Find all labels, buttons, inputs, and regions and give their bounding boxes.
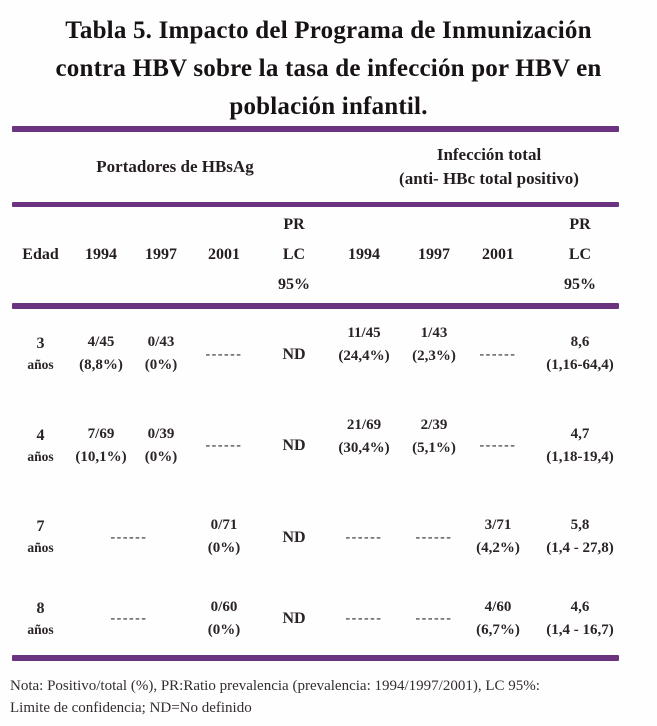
cell-infeccion-1997: ------ (415, 529, 453, 545)
cell-portadores-2001: ------ (205, 438, 243, 453)
cell-pr-right: 8,6 (1,16-64,4) (546, 334, 614, 373)
col-header-2001-left: 2001 (208, 246, 240, 263)
cell-portadores-1997: 0/39 (0%) (144, 425, 178, 465)
pr-right-line3: 95% (564, 276, 596, 293)
cell-portadores-1994-1997: ------ (110, 611, 148, 626)
rule-bottom (12, 655, 619, 661)
age-word: años (27, 357, 54, 372)
col-header-pr-left (259, 210, 329, 300)
table-title-line2: contra HBV sobre la tasa de infección por HBV en (55, 55, 602, 82)
table-row-4-anos (12, 399, 619, 492)
footnote-line2: Limite de confidencia; ND=No definido (10, 700, 252, 716)
age-number: 7 (36, 518, 45, 535)
cell-pr-right: 5,8 (1,4 - 27,8) (546, 517, 614, 556)
cell-infeccion-1997: 2/39 (5,1%) (412, 416, 456, 456)
cell-pr-left: ND (282, 345, 306, 363)
pr-left-line3: 95% (278, 276, 310, 293)
age-cell (12, 425, 69, 467)
cell-pr-right: 4,6 (1,4 - 16,7) (546, 598, 614, 638)
cell-portadores-1997: 0/43 (0%) (144, 334, 178, 373)
footnote-line1: Nota: Positivo/total (%), PR:Ratio prevalencia (prevalencia: 1994/1997/2001), LC 95%: (10, 678, 540, 694)
age-number: 8 (36, 599, 45, 617)
group-header-portadores: Portadores de HBsAg (96, 157, 254, 176)
age-word: años (27, 448, 54, 464)
group-header-infeccion-line1: Infección total (436, 145, 542, 164)
pr-right-line2: LC (568, 246, 592, 263)
cell-infeccion-1994: ------ (345, 529, 383, 545)
col-header-edad: Edad (22, 246, 59, 263)
age-word: años (27, 621, 54, 637)
age-cell (12, 516, 69, 558)
column-header-row (12, 207, 619, 303)
group-header-row (12, 132, 619, 202)
cell-portadores-1994-1997: ------ (110, 529, 148, 545)
cell-infeccion-2001: ------ (479, 438, 517, 453)
cell-portadores-2001: 0/71 (0%) (207, 517, 241, 556)
cell-infeccion-2001: 4/60 (6,7%) (476, 598, 520, 638)
cell-portadores-2001: ------ (205, 346, 243, 362)
table-title (18, 12, 639, 126)
pr-left-line2: LC (282, 246, 306, 263)
table-title-line3: población infantil. (229, 93, 428, 120)
table-footnote (10, 675, 643, 719)
cell-infeccion-1997: ------ (415, 611, 453, 626)
group-header-infeccion-total (329, 143, 619, 191)
col-header-1997-left: 1997 (145, 246, 177, 263)
age-number: 3 (36, 335, 45, 352)
col-header-2001-right: 2001 (482, 246, 514, 263)
cell-pr-left: ND (282, 528, 306, 546)
age-number: 4 (36, 426, 45, 444)
pr-right-line1: PR (569, 216, 591, 233)
cell-pr-left: ND (282, 610, 306, 627)
table-title-line1: Tabla 5. Impacto del Programa de Inmunización (65, 17, 592, 44)
age-word: años (27, 540, 54, 555)
cell-infeccion-1994: 21/69 (30,4%) (338, 416, 390, 456)
cell-infeccion-1997: 1/43 (2,3%) (412, 325, 456, 364)
cell-pr-right: 4,7 (1,18-19,4) (546, 425, 614, 465)
age-cell (12, 333, 69, 375)
cell-portadores-1994: 7/69 (10,1%) (75, 425, 127, 465)
table-row-7-anos (12, 492, 619, 582)
age-cell (12, 598, 69, 640)
cell-infeccion-1994: 11/45 (24,4%) (338, 325, 390, 364)
col-header-1994-right: 1994 (348, 246, 380, 263)
col-header-1994-left: 1994 (85, 246, 117, 263)
cell-infeccion-2001: ------ (479, 346, 517, 362)
table-row-3-anos (12, 309, 619, 399)
cell-infeccion-2001: 3/71 (4,2%) (476, 517, 520, 556)
cell-pr-left: ND (282, 437, 306, 454)
table-row-8-anos (12, 582, 619, 655)
group-header-infeccion-line2: (anti- HBc total positivo) (399, 169, 579, 188)
col-header-pr-right (527, 210, 619, 300)
cell-portadores-1994: 4/45 (8,8%) (79, 334, 123, 373)
cell-portadores-2001: 0/60 (0%) (207, 598, 241, 638)
cell-infeccion-1994: ------ (345, 611, 383, 626)
pr-left-line1: PR (283, 216, 305, 233)
col-header-1997-right: 1997 (418, 246, 450, 263)
